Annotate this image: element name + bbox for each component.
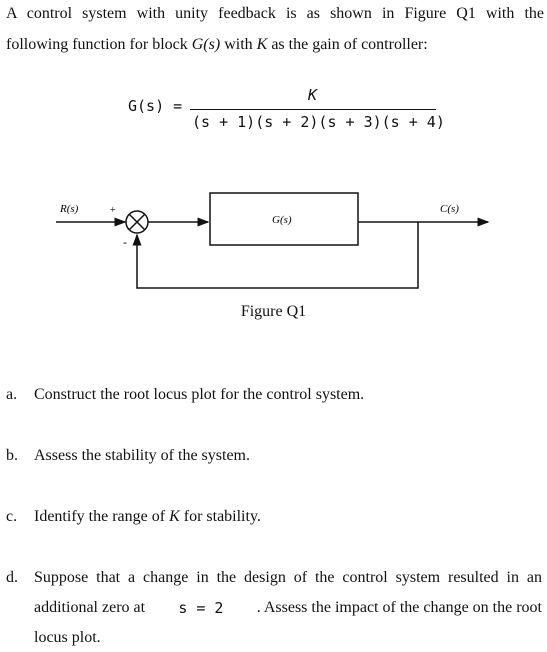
summing-junction — [126, 211, 148, 233]
intro-line-1: A control system with unity feedback is as shown in Figure Q1 with the — [6, 5, 544, 22]
question-d-line-1: Suppose that a change in the design of the control system resulted in an — [34, 569, 542, 586]
block-symbol: G(s) — [191, 36, 221, 53]
figure-caption: Figure Q1 — [240, 303, 307, 320]
gain-symbol: K — [256, 36, 268, 53]
question-d-line-2-pre: additional zero at — [34, 599, 146, 616]
question-b-letter: b. — [6, 447, 18, 464]
gain-symbol: K — [169, 508, 180, 525]
question-d-line-2 — [34, 599, 542, 617]
question-d-letter: d. — [6, 569, 18, 586]
question-c-text-post: for stability. — [179, 508, 261, 525]
intro-text: as the gain of controller: — [267, 36, 428, 53]
intro-text: with — [220, 36, 257, 53]
question-d-equation: s = 2 — [178, 599, 224, 617]
plus-sign: + — [110, 205, 116, 216]
intro-text: following function for block — [6, 36, 192, 53]
question-a-letter: a. — [6, 386, 18, 403]
feedback-path — [137, 222, 418, 288]
formula-lhs: G(s) = — [128, 97, 183, 115]
question-c-text — [34, 508, 261, 526]
question-b-text: Assess the stability of the system. — [34, 447, 250, 464]
block-diagram — [0, 0, 547, 300]
question-d-line-2-post: . Assess the impact of the change on the root — [256, 599, 542, 616]
output-label: C(s) — [440, 203, 459, 215]
formula-numerator: K — [308, 86, 318, 104]
input-label: R(s) — [60, 203, 79, 215]
block-label: G(s) — [272, 214, 292, 226]
question-c-text-pre: Identify the range of — [34, 508, 170, 525]
question-a-text: Construct the root locus plot for the control system. — [34, 386, 365, 403]
formula-denominator: (s + 1)(s + 2)(s + 3)(s + 4) — [192, 113, 445, 131]
question-d-line-3: locus plot. — [34, 629, 101, 646]
minus-sign: - — [123, 235, 127, 249]
question-c-letter: c. — [6, 508, 18, 525]
